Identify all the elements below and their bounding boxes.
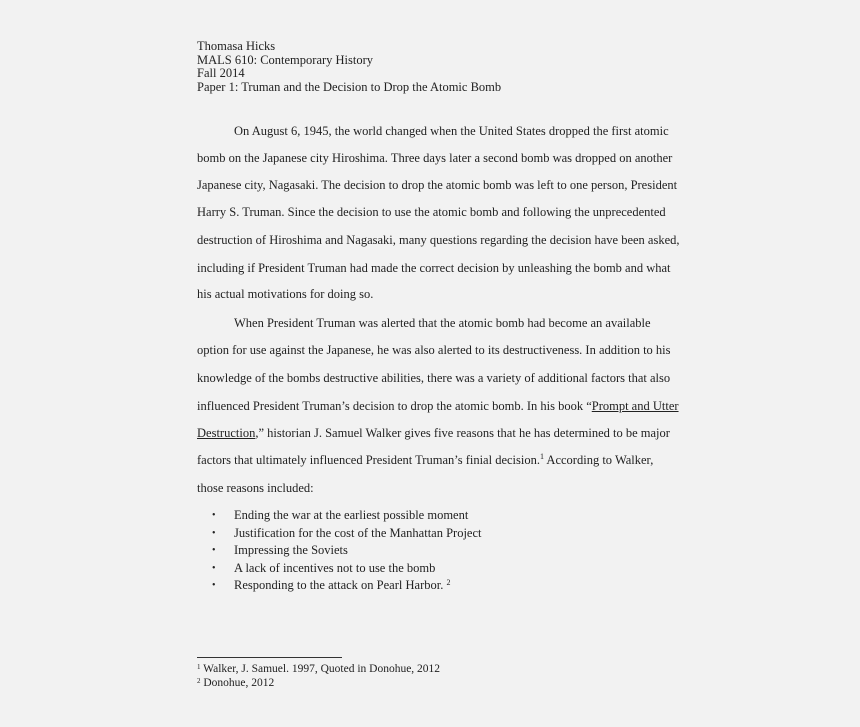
footnote-1: [197, 662, 440, 676]
paper-title: Paper 1: Truman and the Decision to Drop the Atomic Bomb: [197, 79, 502, 94]
bullet-icon: •: [212, 562, 216, 574]
bullet-icon: •: [212, 527, 216, 539]
paragraph-1-line-3: Japanese city, Nagasaki. The decision to drop the atomic bomb was left to one person, President: [197, 178, 678, 192]
footnote-number: 1: [197, 663, 201, 671]
footnote-2: [197, 676, 440, 690]
paragraph-1-line-1: On August 6, 1945, the world changed when the United States dropped the first atomic: [234, 124, 669, 138]
list-item-text: Ending the war at the earliest possible moment: [234, 508, 469, 522]
course-name: MALS 610: Contemporary History: [197, 52, 374, 67]
paragraph-1-line-7: his actual motivations for doing so.: [197, 287, 374, 301]
footnote-text: Donohue, 2012: [200, 677, 275, 689]
list-item-text: A lack of incentives not to use the bomb: [234, 560, 436, 575]
footnote-ref-2: 2: [446, 578, 451, 587]
list-item-text: Justification for the cost of the Manhattan Project: [234, 525, 482, 540]
paragraph-1-line-5: destruction of Hiroshima and Nagasaki, many questions regarding the decision have been asked,: [197, 233, 680, 247]
bullet-icon: •: [212, 545, 216, 556]
paragraph-2-line-5: [197, 425, 670, 441]
paragraph-2-line-6-text: factors that ultimately influenced President Truman’s finial decision.: [197, 453, 540, 467]
paragraph-1-line-6: including if President Truman had made the correct decision by unleashing the bomb and what: [197, 261, 671, 275]
list-item-text: Impressing the Soviets: [234, 543, 348, 557]
list-item-text: [234, 577, 450, 595]
paragraph-2-line-7: those reasons included:: [197, 481, 314, 495]
list-item-label: Responding to the attack on Pearl Harbor.: [234, 578, 447, 592]
paragraph-2-line-5-text: ,” historian J. Samuel Walker gives five reasons that he has determined to be major: [255, 426, 670, 440]
paragraph-2-line-3: knowledge of the bombs destructive abilities, there was a variety of additional factors that also: [197, 371, 671, 385]
footnote-divider: [197, 657, 342, 658]
paragraph-2-line-2: option for use against the Japanese, he was also alerted to its destructiveness. In addition to his: [197, 343, 671, 357]
footnotes: [197, 662, 440, 690]
paragraph-2-line-4: [197, 398, 679, 414]
author-name: Thomasa Hicks: [197, 39, 276, 53]
book-title-part-1: Prompt and Utter: [591, 399, 679, 413]
bullet-icon: •: [212, 580, 216, 591]
term: Fall 2014: [197, 66, 245, 80]
book-title-part-2: Destruction: [197, 426, 256, 440]
paragraph-1-line-2: bomb on the Japanese city Hiroshima. Three days later a second bomb was dropped on another: [197, 151, 673, 165]
paragraph-2-line-6-tail: According to Walker,: [544, 453, 654, 467]
paper-header: [197, 40, 501, 94]
paragraph-1-line-4: Harry S. Truman. Since the decision to use the atomic bomb and following the unprecedented: [197, 205, 666, 219]
paragraph-2-line-4-text: influenced President Truman’s decision to drop the atomic bomb. In his book “: [197, 399, 592, 413]
footnote-text: Walker, J. Samuel. 1997, Quoted in Donohue, 2012: [200, 663, 441, 675]
footnote-number: 2: [197, 677, 201, 685]
footnote-ref-1: 1: [540, 452, 544, 461]
paragraph-2-line-6: [197, 452, 653, 468]
bullet-icon: •: [212, 510, 216, 521]
paragraph-2-line-1: When President Truman was alerted that the atomic bomb had become an available: [234, 316, 651, 330]
